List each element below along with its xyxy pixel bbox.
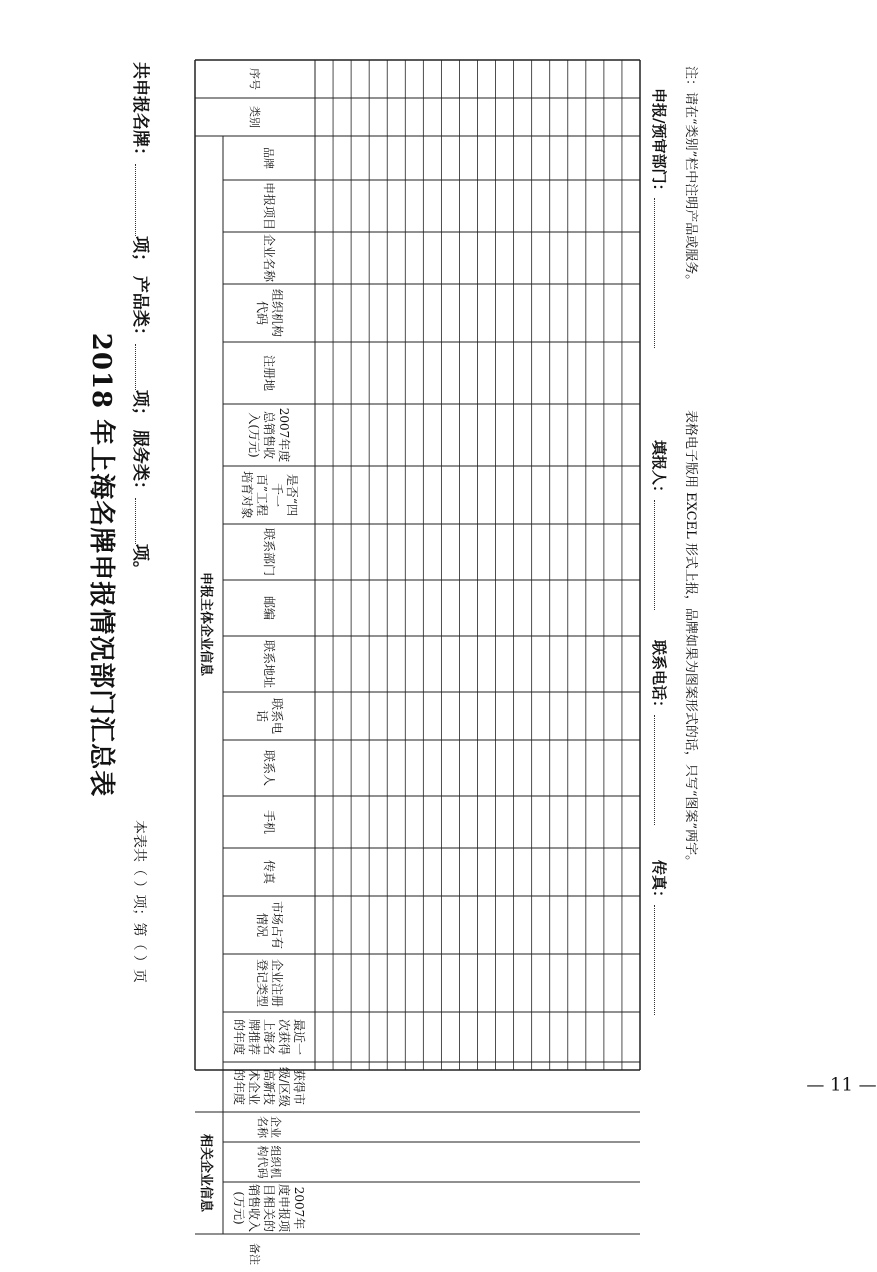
phone-sign [649,640,670,825]
filler-sign [649,440,670,610]
unit3: 项。 [130,543,150,578]
header-seq: 序号 [248,68,262,90]
group-related-company: 相关企业信息 [198,1133,213,1212]
header-rel-org: 组织机构代码 [256,1145,282,1179]
page-count: 本表共（ ）项；第（ ）页 [131,820,147,983]
filler-line [654,500,669,610]
header-dept: 联系部门 [262,527,277,576]
dept-label: 申报/预审部门： [650,88,668,199]
header-rel-revenue: 2007年度申报项目相关的销售收入(万元) [232,1184,307,1233]
header-org-code: 组织机构代码 [255,288,284,337]
service-blank [135,498,150,544]
header-fax: 传真 [262,859,277,884]
header-last-brand: 最近一次获得上海名牌推荐的年度 [232,1018,307,1055]
phone-label: 联系电话： [650,640,668,716]
header-contact: 联系人 [262,749,277,786]
note-category: 注：请在“类别”栏中注明产品或服务。 [683,66,698,288]
header-project: 是否“四千一百”工程培育对象 [240,470,299,519]
group-main-company: 申报主体企业信息 [198,571,213,676]
header-reg-addr: 注册地 [262,354,277,391]
unit1: 项； [130,236,150,270]
header-postcode: 邮编 [262,595,277,620]
total-blank [135,164,150,236]
header-share: 市场占有情况 [255,900,284,949]
header-brand: 品牌 [262,147,276,169]
note-excel: 表格电子版用 EXCEL 形式上报，品牌如果为图案形式的话，只写“图案”两字。 [683,410,698,869]
service-label: 服务类： [130,429,150,498]
header-revenue: 2007年度总销售收入(万元) [247,407,292,463]
dept-sign [649,88,670,348]
summary-line [130,62,155,578]
header-tech-center: 获得市级/区级高新技术企业的年度 [232,1066,307,1108]
header-address: 联系地址 [262,639,277,688]
header-mobile: 手机 [262,809,277,834]
header-rel-company: 企业名称 [256,1116,282,1138]
header-item: 申报项目 [262,182,277,231]
fax-line [654,905,669,1015]
header-remark: 备注 [248,1243,262,1265]
header-phone: 联系电话 [255,697,284,734]
filler-label: 填报人： [650,440,668,501]
phone-line [654,715,669,825]
total-label: 共申报名牌： [130,62,150,164]
page-number: — 11 — [806,1074,877,1096]
product-label: 产品类： [130,275,150,344]
unit2: 项； [130,389,150,424]
fax-sign [649,860,670,1015]
dept-line [654,198,669,348]
header-company: 企业名称 [262,234,277,283]
product-blank [135,344,150,390]
header-reg-type: 企业注册登记类型 [255,958,284,1007]
page-title: 2018 年上海名牌申报情况部门汇总表 [86,332,116,798]
fax-label: 传真： [650,860,668,906]
header-category: 类别 [248,106,262,128]
